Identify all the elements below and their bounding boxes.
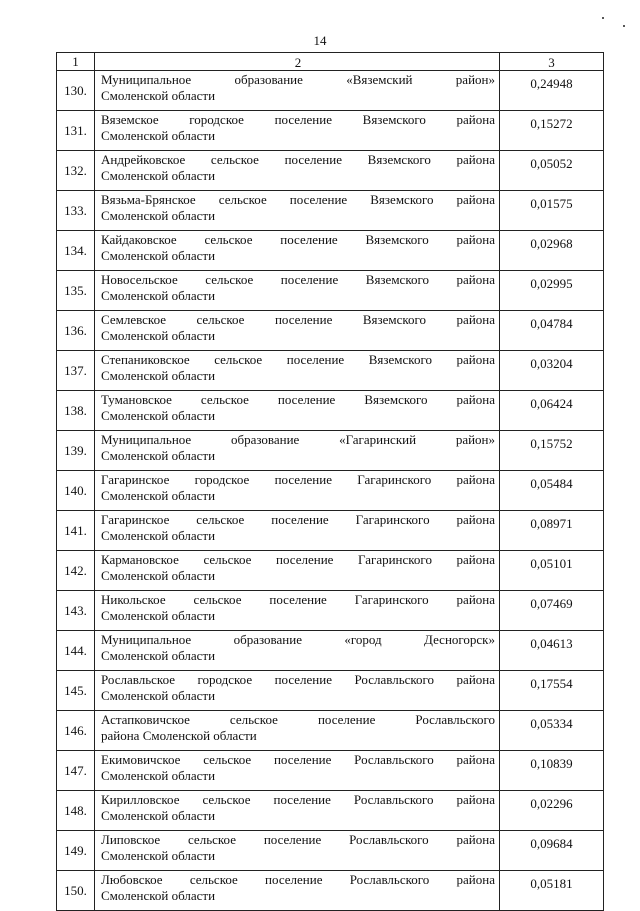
table-row [57, 791, 604, 831]
municipality-name-line-2: Смоленской области [101, 88, 216, 103]
municipality-name [95, 391, 500, 431]
row-number: 145. [57, 671, 95, 711]
municipality-name-line-2: Смоленской области [101, 368, 216, 383]
row-number: 138. [57, 391, 95, 431]
table-row [57, 191, 604, 231]
coefficient-value: 0,03204 [500, 351, 604, 391]
municipality-name-line-2: Смоленской области [101, 888, 216, 903]
municipality-name-line-1: Степаниковское сельское поселение Вяземского района [101, 352, 495, 367]
municipality-name-line-1: Муниципальное образование «Вяземский район» [101, 72, 495, 87]
coefficient-value: 0,09684 [500, 831, 604, 871]
municipality-name-line-1: Любовское сельское поселение Рославльского района [101, 872, 495, 887]
municipality-name-line-2: Смоленской области [101, 528, 216, 543]
coefficient-value: 0,04784 [500, 311, 604, 351]
row-number: 139. [57, 431, 95, 471]
row-number: 132. [57, 151, 95, 191]
municipality-name-line-2: Смоленской области [101, 488, 216, 503]
row-number: 136. [57, 311, 95, 351]
municipality-name-line-1: Тумановское сельское поселение Вяземского района [101, 392, 495, 407]
municipality-name [95, 231, 500, 271]
municipality-name-line-1: Никольское сельское поселение Гагаринского района [101, 592, 495, 607]
row-number: 142. [57, 551, 95, 591]
row-number: 130. [57, 71, 95, 111]
row-number: 140. [57, 471, 95, 511]
row-number: 148. [57, 791, 95, 831]
table-row [57, 511, 604, 551]
municipality-name [95, 751, 500, 791]
header-col-3: 3 [500, 53, 604, 71]
row-number: 147. [57, 751, 95, 791]
municipality-name-line-1: Новосельское сельское поселение Вяземского района [101, 272, 495, 287]
table-row [57, 311, 604, 351]
row-number: 134. [57, 231, 95, 271]
scan-speck [623, 25, 625, 27]
municipality-name-line-2: Смоленской области [101, 808, 216, 823]
table-row [57, 591, 604, 631]
municipality-name-line-2: района Смоленской области [101, 728, 257, 743]
municipality-name-line-1: Семлевское сельское поселение Вяземского района [101, 312, 495, 327]
scan-speck [602, 17, 604, 19]
municipality-name-line-2: Смоленской области [101, 688, 216, 703]
table-row [57, 431, 604, 471]
allocation-table [56, 52, 604, 911]
municipality-name [95, 711, 500, 751]
municipality-name-line-1: Гагаринское городское поселение Гагаринского района [101, 472, 495, 487]
row-number: 143. [57, 591, 95, 631]
municipality-name-line-2: Смоленской области [101, 608, 216, 623]
header-col-2: 2 [95, 53, 500, 71]
municipality-name-line-1: Гагаринское сельское поселение Гагаринского района [101, 512, 495, 527]
table-row [57, 351, 604, 391]
municipality-name-line-1: Андрейковское сельское поселение Вяземского района [101, 152, 495, 167]
municipality-name-line-2: Смоленской области [101, 448, 216, 463]
municipality-name [95, 431, 500, 471]
municipality-name-line-2: Смоленской области [101, 648, 216, 663]
coefficient-value: 0,10839 [500, 751, 604, 791]
municipality-name-line-2: Смоленской области [101, 408, 216, 423]
coefficient-value: 0,08971 [500, 511, 604, 551]
municipality-name [95, 831, 500, 871]
coefficient-value: 0,02995 [500, 271, 604, 311]
municipality-name [95, 551, 500, 591]
row-number: 141. [57, 511, 95, 551]
municipality-name [95, 151, 500, 191]
municipality-name-line-1: Вязьма-Брянское сельское поселение Вяземского района [101, 192, 495, 207]
coefficient-value: 0,17554 [500, 671, 604, 711]
municipality-name-line-1: Муниципальное образование «город Десногорск» [101, 632, 495, 647]
row-number: 149. [57, 831, 95, 871]
municipality-name-line-2: Смоленской области [101, 848, 216, 863]
coefficient-value: 0,05052 [500, 151, 604, 191]
municipality-name-line-1: Вяземское городское поселение Вяземского района [101, 112, 495, 127]
table-row [57, 671, 604, 711]
table-row [57, 111, 604, 151]
municipality-name [95, 191, 500, 231]
table-row [57, 831, 604, 871]
coefficient-value: 0,06424 [500, 391, 604, 431]
header-col-1: 1 [57, 53, 95, 71]
municipality-name [95, 271, 500, 311]
coefficient-value: 0,05181 [500, 871, 604, 911]
table-row [57, 471, 604, 511]
table-row [57, 71, 604, 111]
municipality-name-line-1: Муниципальное образование «Гагаринский район» [101, 432, 495, 447]
coefficient-value: 0,02968 [500, 231, 604, 271]
municipality-name-line-1: Екимовичское сельское поселение Рославльского района [101, 752, 495, 767]
coefficient-value: 0,15272 [500, 111, 604, 151]
municipality-name-line-2: Смоленской области [101, 768, 216, 783]
table-row [57, 231, 604, 271]
row-number: 150. [57, 871, 95, 911]
coefficient-value: 0,24948 [500, 71, 604, 111]
row-number: 135. [57, 271, 95, 311]
coefficient-value: 0,05101 [500, 551, 604, 591]
municipality-name [95, 111, 500, 151]
table-row [57, 711, 604, 751]
coefficient-value: 0,04613 [500, 631, 604, 671]
municipality-name-line-1: Кирилловское сельское поселение Рославльского района [101, 792, 495, 807]
row-number: 146. [57, 711, 95, 751]
municipality-name-line-2: Смоленской области [101, 568, 216, 583]
coefficient-value: 0,05334 [500, 711, 604, 751]
municipality-name-line-2: Смоленской области [101, 128, 216, 143]
municipality-name [95, 671, 500, 711]
municipality-name-line-1: Кармановское сельское поселение Гагаринского района [101, 552, 495, 567]
page-number: 14 [313, 33, 327, 48]
coefficient-value: 0,02296 [500, 791, 604, 831]
municipality-name-line-2: Смоленской области [101, 328, 216, 343]
coefficient-value: 0,05484 [500, 471, 604, 511]
municipality-name [95, 511, 500, 551]
table-row [57, 151, 604, 191]
row-number: 131. [57, 111, 95, 151]
municipality-name-line-1: Кайдаковское сельское поселение Вяземского района [101, 232, 495, 247]
coefficient-value: 0,07469 [500, 591, 604, 631]
municipality-name-line-1: Астапковичское сельское поселение Рославльского [101, 712, 495, 727]
table-row [57, 751, 604, 791]
table-row [57, 631, 604, 671]
row-number: 137. [57, 351, 95, 391]
municipality-name [95, 351, 500, 391]
municipality-name [95, 791, 500, 831]
coefficient-value: 0,01575 [500, 191, 604, 231]
row-number: 133. [57, 191, 95, 231]
municipality-name-line-1: Рославльское городское поселение Рославльского района [101, 672, 495, 687]
municipality-name [95, 631, 500, 671]
municipality-name-line-2: Смоленской области [101, 288, 216, 303]
coefficient-value: 0,15752 [500, 431, 604, 471]
table-row [57, 271, 604, 311]
municipality-name [95, 71, 500, 111]
municipality-name [95, 471, 500, 511]
municipality-name-line-2: Смоленской области [101, 248, 216, 263]
table-row [57, 391, 604, 431]
municipality-name [95, 591, 500, 631]
municipality-name-line-2: Смоленской области [101, 208, 216, 223]
municipality-name [95, 311, 500, 351]
row-number: 144. [57, 631, 95, 671]
table-row [57, 551, 604, 591]
municipality-name-line-2: Смоленской области [101, 168, 216, 183]
table-header-row [57, 53, 604, 71]
municipality-name-line-1: Липовское сельское поселение Рославльского района [101, 832, 495, 847]
